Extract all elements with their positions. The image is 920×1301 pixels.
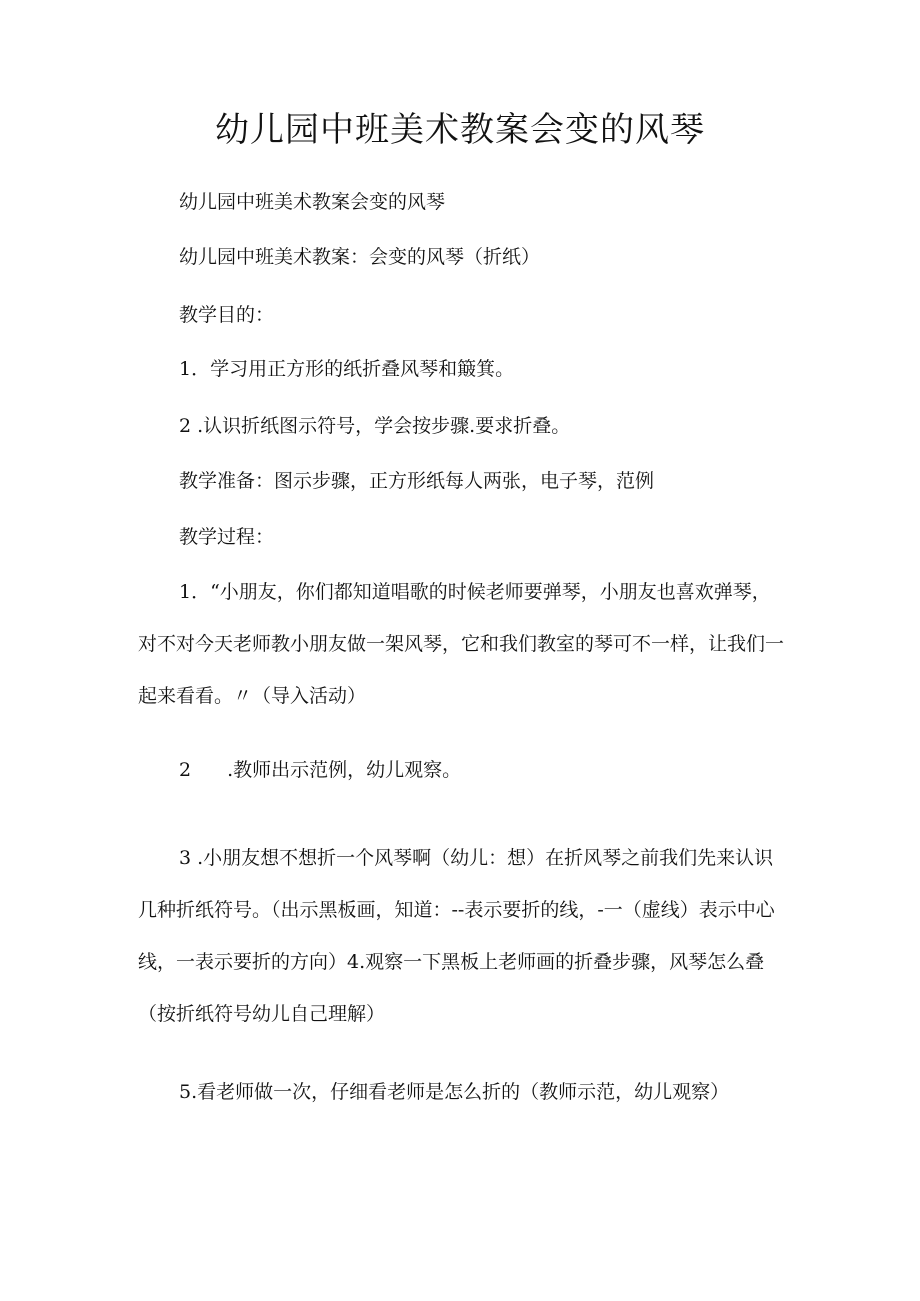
process-step-2 (138, 744, 829, 796)
document-title: 幼儿园中班美术教案会变的风琴 (215, 110, 705, 150)
lesson-heading: 幼儿园中班美术教案：会变的风琴（折纸） (179, 246, 541, 268)
document-subtitle: 幼儿园中班美术教案会变的风琴 (179, 191, 446, 213)
goals-label: 教学目的： (179, 304, 275, 326)
goal-item-1: 1．学习用正方形的纸折叠风琴和簸箕。 (179, 358, 515, 380)
process-step-5: 5.看老师做一次，仔细看老师是怎么折的（教师示范，幼儿观察） (179, 1081, 730, 1103)
process-label: 教学过程： (179, 526, 275, 548)
process-step-3: 3 .小朋友想不想折一个风琴啊（幼儿：想）在折风琴之前我们先来认识几种折纸符号。（出示黑板画，知道：--表示要折的线，-一（虚线）表示中心线，一表示要折的方向）4.观察一下黑板上老师画的折叠步骤，风琴怎么叠（按折纸符号幼儿自己理解） (138, 847, 775, 1025)
process-step-1: 1．“小朋友，你们都知道唱歌的时候老师要弹琴，小朋友也喜欢弹琴，对不对今天老师教小朋友做一架风琴，它和我们教室的琴可不一样，让我们一起来看看。〃（导入活动） (138, 581, 785, 707)
process-step-2-number: 2 (179, 759, 192, 781)
preparation-text: 教学准备：图示步骤，正方形纸每人两张，电子琴，范例 (179, 470, 655, 492)
process-step-2-text: .教师出示范例，幼儿观察。 (227, 759, 462, 781)
goal-item-2: 2 .认识折纸图示符号，学会按步骤.要求折叠。 (179, 415, 571, 437)
